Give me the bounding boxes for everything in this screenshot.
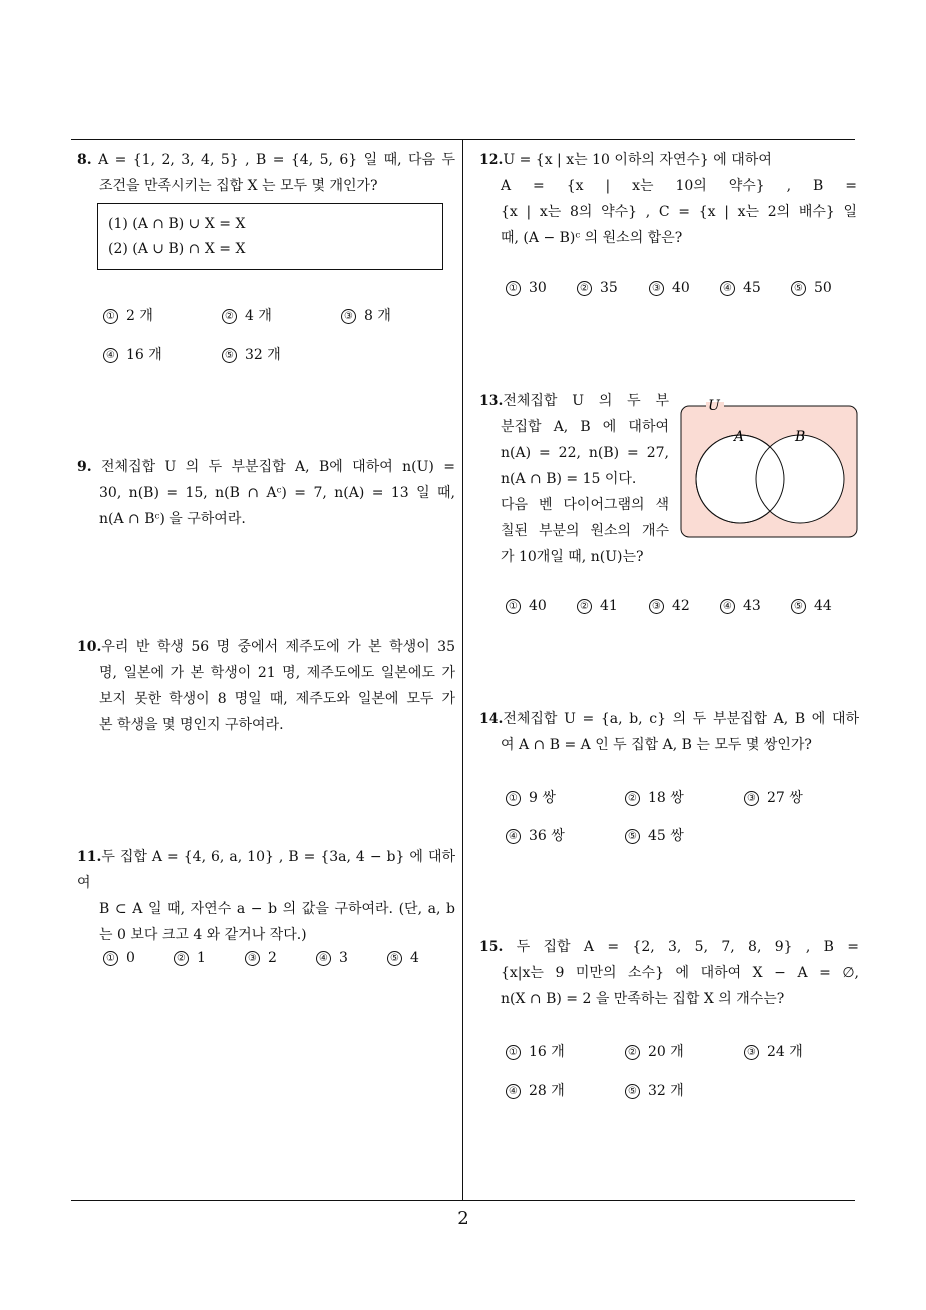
- option-mark: ④: [103, 348, 118, 363]
- option-mark: ④: [316, 951, 331, 966]
- page-number: 2: [457, 1208, 469, 1229]
- option-label: 50: [814, 280, 832, 296]
- conditions-box: [97, 203, 443, 270]
- option-label: 2: [268, 950, 277, 966]
- option-label: 30: [529, 280, 547, 296]
- question-number: 10.: [77, 639, 102, 655]
- question-number: 9.: [77, 459, 92, 475]
- option-label: 44: [814, 598, 832, 614]
- option-mark: ②: [222, 309, 237, 324]
- answer-option-3[interactable]: [649, 280, 690, 296]
- question-text: 칠된 부분의 원소의 개수: [501, 523, 669, 539]
- answer-option-3[interactable]: [245, 950, 277, 966]
- question-text: A = {1, 2, 3, 4, 5} , B = {4, 5, 6} 일 때, 다음 두: [98, 152, 455, 168]
- venn-diagram: [680, 396, 858, 538]
- question-14: [479, 706, 859, 758]
- option-label: 16 개: [529, 1044, 565, 1060]
- answer-option-2[interactable]: [577, 280, 618, 296]
- option-mark: ③: [649, 281, 664, 296]
- answer-option-3[interactable]: [341, 305, 391, 325]
- answer-option-4[interactable]: [506, 825, 565, 845]
- question-13: [479, 388, 669, 570]
- option-label: 4: [410, 950, 419, 966]
- question-text: 다음 벤 다이어그램의 색: [501, 497, 669, 513]
- option-label: 4 개: [245, 308, 272, 324]
- option-mark: ②: [174, 951, 189, 966]
- option-mark: ②: [625, 791, 640, 806]
- answer-option-5[interactable]: [222, 344, 281, 364]
- answer-option-4[interactable]: [720, 280, 761, 296]
- option-label: 20 개: [648, 1044, 684, 1060]
- answer-option-2[interactable]: [577, 598, 618, 614]
- option-label: 27 쌍: [767, 790, 803, 806]
- question-text: n(A ∩ Bᶜ) 을 구하여라.: [99, 511, 246, 527]
- option-mark: ③: [744, 1045, 759, 1060]
- option-mark: ①: [506, 599, 521, 614]
- option-label: 2 개: [126, 308, 153, 324]
- option-mark: ④: [506, 829, 521, 844]
- option-mark: ③: [341, 309, 356, 324]
- answer-option-5[interactable]: [625, 825, 684, 845]
- option-label: 28 개: [529, 1083, 565, 1099]
- option-mark: ①: [506, 791, 521, 806]
- answer-option-1[interactable]: [506, 787, 556, 807]
- bottom-rule: [71, 1200, 855, 1201]
- question-8: [77, 147, 455, 199]
- option-mark: ④: [720, 281, 735, 296]
- option-mark: ④: [720, 599, 735, 614]
- answer-option-4[interactable]: [316, 950, 348, 966]
- question-text: A = {x | x는 10의 약수} , B =: [501, 178, 857, 194]
- question-text: 전체집합 U 의 두 부: [503, 393, 669, 409]
- option-label: 36 쌍: [529, 828, 565, 844]
- option-label: 45: [743, 280, 761, 296]
- question-11: [77, 844, 455, 948]
- question-text: B ⊂ A 일 때, 자연수 a − b 의 값을 구하여라. (단, a, b: [99, 901, 455, 917]
- answer-option-2[interactable]: [174, 950, 206, 966]
- question-text: 분집합 A, B 에 대하여: [501, 419, 669, 435]
- option-label: 32 개: [245, 347, 281, 363]
- answer-option-1[interactable]: [506, 1041, 565, 1061]
- option-mark: ⑤: [625, 1084, 640, 1099]
- question-text: 는 0 보다 크고 4 와 같거나 작다.): [99, 927, 307, 943]
- option-mark: ⑤: [222, 348, 237, 363]
- question-text: 명, 일본에 가 본 학생이 21 명, 제주도에도 일본에도 가: [99, 665, 455, 681]
- option-mark: ④: [506, 1084, 521, 1099]
- answer-option-2[interactable]: [222, 305, 272, 325]
- option-mark: ①: [103, 951, 118, 966]
- answer-option-2[interactable]: [625, 1041, 684, 1061]
- answer-option-1[interactable]: [506, 280, 547, 296]
- question-12: [479, 147, 857, 251]
- option-label: 24 개: [767, 1044, 803, 1060]
- option-mark: ①: [103, 309, 118, 324]
- question-number: 14.: [479, 711, 504, 727]
- answer-option-1[interactable]: [506, 598, 547, 614]
- answer-option-3[interactable]: [649, 598, 690, 614]
- answer-option-2[interactable]: [625, 787, 684, 807]
- answer-option-4[interactable]: [506, 1080, 565, 1100]
- question-text: 전체집합 U = {a, b, c} 의 두 부분집합 A, B 에 대하: [503, 711, 859, 727]
- option-label: 45 쌍: [648, 828, 684, 844]
- question-text: n(A ∩ B) = 15 이다.: [501, 471, 637, 487]
- option-label: 16 개: [126, 347, 162, 363]
- question-text: 두 집합 A = {2, 3, 5, 7, 8, 9} , B =: [516, 939, 859, 955]
- question-text: 가 10개일 때, n(U)는?: [501, 549, 644, 565]
- question-number: 15.: [479, 939, 504, 955]
- venn-label-b: B: [795, 429, 806, 445]
- question-number: 12.: [479, 152, 504, 168]
- option-label: 9 쌍: [529, 790, 556, 806]
- option-mark: ③: [744, 791, 759, 806]
- question-text: n(A) = 22, n(B) = 27,: [501, 445, 669, 461]
- question-text: 전체집합 U 의 두 부분집합 A, B에 대하여 n(U) =: [101, 459, 456, 475]
- question-text: 30, n(B) = 15, n(B ∩ Aᶜ) = 7, n(A) = 13 일 때,: [99, 485, 455, 501]
- option-mark: ⑤: [625, 829, 640, 844]
- option-label: 40: [672, 280, 690, 296]
- option-mark: ⑤: [791, 599, 806, 614]
- option-mark: ③: [245, 951, 260, 966]
- option-label: 8 개: [364, 308, 391, 324]
- option-label: 1: [197, 950, 206, 966]
- question-text: {x|x는 9 미만의 소수} 에 대하여 X − A = ∅,: [501, 965, 859, 981]
- option-mark: ②: [577, 281, 592, 296]
- question-number: 8.: [77, 152, 92, 168]
- option-mark: ③: [649, 599, 664, 614]
- question-text: 본 학생을 몇 명인지 구하여라.: [99, 717, 284, 733]
- venn-label-a: A: [734, 429, 745, 445]
- question-9: [77, 454, 455, 532]
- option-label: 41: [600, 598, 618, 614]
- top-rule: [71, 139, 855, 140]
- question-text: 우리 반 학생 56 명 중에서 제주도에 가 본 학생이 35: [101, 639, 455, 655]
- answer-option-3[interactable]: [744, 1041, 803, 1061]
- answer-option-1[interactable]: [103, 305, 153, 325]
- answer-option-5[interactable]: [387, 950, 419, 966]
- set-b-circle: [756, 435, 844, 523]
- option-mark: ①: [506, 1045, 521, 1060]
- option-mark: ②: [625, 1045, 640, 1060]
- option-label: 43: [743, 598, 761, 614]
- option-label: 0: [126, 950, 135, 966]
- answer-option-1[interactable]: [103, 950, 135, 966]
- option-mark: ①: [506, 281, 521, 296]
- question-text: 보지 못한 학생이 8 명일 때, 제주도와 일본에 모두 가: [99, 691, 455, 707]
- answer-option-3[interactable]: [744, 787, 803, 807]
- option-label: 40: [529, 598, 547, 614]
- question-text: n(X ∩ B) = 2 을 만족하는 집합 X 의 개수는?: [501, 991, 785, 1007]
- question-text: 때, (A − B)ᶜ 의 원소의 합은?: [501, 230, 683, 246]
- answer-option-5[interactable]: [625, 1080, 684, 1100]
- option-label: 35: [600, 280, 618, 296]
- answer-option-4[interactable]: [720, 598, 761, 614]
- option-label: 32 개: [648, 1083, 684, 1099]
- option-mark: ②: [577, 599, 592, 614]
- question-text: 여 A ∩ B = A 인 두 집합 A, B 는 모두 몇 쌍인가?: [501, 737, 812, 753]
- condition-1: (1) (A ∩ B) ∪ X = X: [108, 216, 246, 232]
- column-divider: [462, 139, 463, 1201]
- venn-label-u: U: [708, 398, 720, 414]
- question-number: 13.: [479, 393, 504, 409]
- question-number: 11.: [77, 849, 102, 865]
- condition-2: (2) (A ∪ B) ∩ X = X: [108, 241, 246, 257]
- answer-option-4[interactable]: [103, 344, 162, 364]
- question-text: {x | x는 8의 약수} , C = {x | x는 2의 배수} 일: [501, 204, 857, 220]
- answer-option-5[interactable]: [791, 598, 832, 614]
- question-10: [77, 634, 455, 738]
- option-mark: ⑤: [387, 951, 402, 966]
- option-label: 18 쌍: [648, 790, 684, 806]
- question-text: 조건을 만족시키는 집합 X 는 모두 몇 개인가?: [99, 178, 378, 194]
- question-text: U = {x | x는 10 이하의 자연수} 에 대하여: [503, 152, 772, 168]
- question-15: [479, 934, 859, 1012]
- answer-option-5[interactable]: [791, 280, 832, 296]
- option-label: 3: [339, 950, 348, 966]
- question-text: 두 집합 A = {4, 6, a, 10} , B = {3a, 4 − b} 에 대하여: [77, 849, 455, 891]
- option-mark: ⑤: [791, 281, 806, 296]
- option-label: 42: [672, 598, 690, 614]
